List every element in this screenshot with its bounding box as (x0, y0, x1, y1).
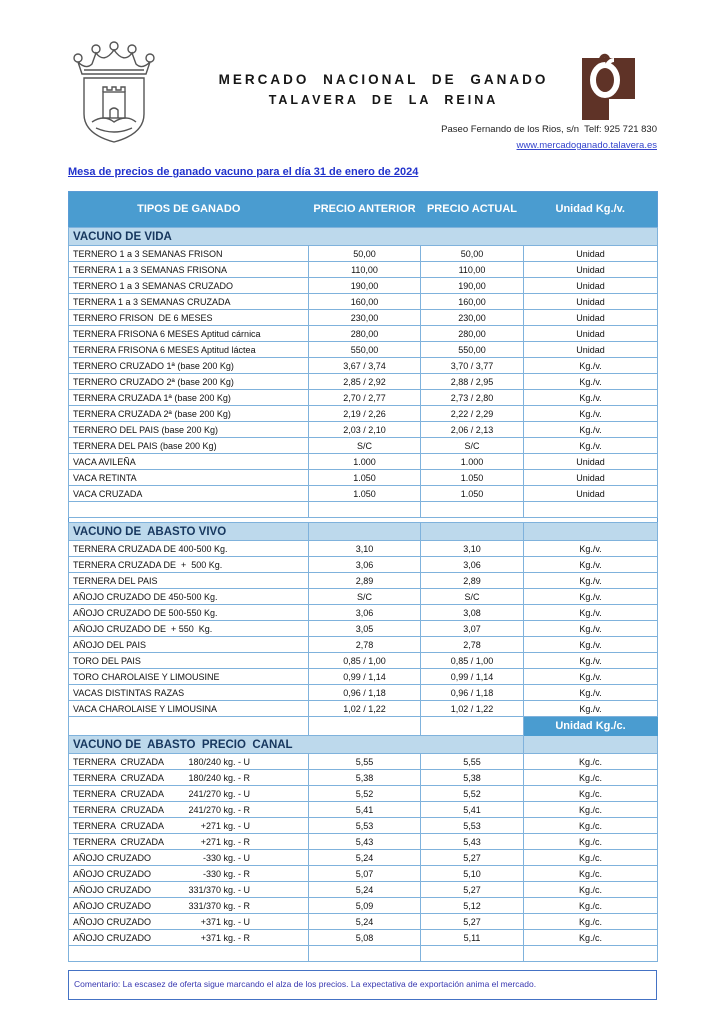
comment-box (68, 970, 657, 1000)
section-header-cell (309, 523, 421, 541)
table-row (69, 278, 658, 294)
cell-unidad: Kg./c. (524, 898, 658, 914)
breed-label: AÑOJO CRUZADO (73, 932, 152, 943)
table-row (69, 438, 658, 454)
cell-tipo: VACAS DISTINTAS RAZAS (69, 685, 309, 701)
table-row (69, 541, 658, 557)
cell-precio-actual: 2,78 (421, 637, 524, 653)
cattle-brand-icon (573, 52, 635, 120)
cell-unidad: Kg./c. (524, 850, 658, 866)
org-title: MERCADO NACIONAL DE GANADO (218, 72, 549, 87)
cell-precio-anterior: 3,06 (309, 605, 421, 621)
cell-precio-anterior: 5,24 (309, 914, 421, 930)
weight-class-label: 241/270 kg. - U (188, 788, 250, 799)
cell-tipo: TERNERO 1 a 3 SEMANAS FRISON (69, 246, 309, 262)
cell-precio-actual: 5,12 (421, 898, 524, 914)
cell-tipo: TERNERA 1 a 3 SEMANAS CRUZADA (69, 294, 309, 310)
cell-unidad: Kg./c. (524, 818, 658, 834)
cell-unidad: Kg./c. (524, 786, 658, 802)
cell-tipo: TERNERA CRUZADA 2ª (base 200 Kg) (69, 406, 309, 422)
cell-precio-anterior: 190,00 (309, 278, 421, 294)
table-row (69, 621, 658, 637)
table-row (69, 770, 658, 786)
col-header-unidad-kgv: Unidad Kg./v. (524, 192, 658, 228)
cell-tipo: TERNERA FRISONA 6 MESES Aptitud láctea (69, 342, 309, 358)
cell-precio-actual: 190,00 (421, 278, 524, 294)
table-row (69, 406, 658, 422)
table-row (69, 653, 658, 669)
table-row (69, 246, 658, 262)
cell-precio-anterior: 50,00 (309, 246, 421, 262)
weight-class-label: +371 kg. - U (200, 916, 250, 927)
cell-precio-actual: 1.050 (421, 470, 524, 486)
cell-precio-anterior (309, 502, 421, 518)
table-row (69, 294, 658, 310)
weight-class-label: 180/240 kg. - R (188, 772, 250, 783)
cell-precio-anterior: 1,02 / 1,22 (309, 701, 421, 717)
unitrow-row (69, 717, 658, 736)
cell-tipo: VACA CHAROLAISE Y LIMOUSINA (69, 701, 309, 717)
cell-precio-actual: 2,06 / 2,13 (421, 422, 524, 438)
table-row (69, 573, 658, 589)
cell-precio-actual: 5,43 (421, 834, 524, 850)
table-row (69, 557, 658, 573)
cell-precio-actual: 2,88 / 2,95 (421, 374, 524, 390)
cell-tipo (69, 914, 309, 930)
cell-tipo: TERNERA FRISONA 6 MESES Aptitud cárnica (69, 326, 309, 342)
cell-precio-anterior: 160,00 (309, 294, 421, 310)
table-header-row (69, 192, 658, 228)
cell-unidad: Unidad (524, 246, 658, 262)
table-row (69, 326, 658, 342)
section-header: VACUNO DE ABASTO PRECIO CANAL (69, 736, 524, 754)
cell-precio-actual: 5,41 (421, 802, 524, 818)
cell-tipo: TERNERA CRUZADA 1ª (base 200 Kg) (69, 390, 309, 406)
table-row (69, 930, 658, 946)
cell-precio-anterior: 2,85 / 2,92 (309, 374, 421, 390)
cell-precio-anterior: 5,43 (309, 834, 421, 850)
cell-precio-anterior: 110,00 (309, 262, 421, 278)
cell-tipo: TORO CHAROLAISE Y LIMOUSINE (69, 669, 309, 685)
cell-tipo: AÑOJO CRUZADO DE + 550 Kg. (69, 621, 309, 637)
doc-title: Mesa de precios de ganado vacuno para el día 31 de enero de 2024 (68, 166, 419, 178)
weight-class-label: -330 kg. - R (202, 868, 250, 879)
cell-tipo: AÑOJO CRUZADO DE 500-550 Kg. (69, 605, 309, 621)
weight-class-label: 241/270 kg. - R (188, 804, 250, 815)
cell-tipo: TERNERO CRUZADO 1ª (base 200 Kg) (69, 358, 309, 374)
cell-precio-anterior (309, 946, 421, 962)
cell-precio-actual: S/C (421, 589, 524, 605)
cell-unidad: Kg./v. (524, 557, 658, 573)
breed-label: TERNERA CRUZADA (73, 836, 165, 847)
cell-precio-actual: 2,22 / 2,29 (421, 406, 524, 422)
cell-precio-actual: 550,00 (421, 342, 524, 358)
breed-label: AÑOJO CRUZADO (73, 900, 152, 911)
section-row (69, 228, 658, 246)
cell-precio-actual: 280,00 (421, 326, 524, 342)
table-row (69, 637, 658, 653)
cell-precio-actual: 3,10 (421, 541, 524, 557)
cell-precio-anterior: 0,96 / 1,18 (309, 685, 421, 701)
table-row (69, 914, 658, 930)
table-row (69, 754, 658, 770)
cell-precio-actual: 1,02 / 1,22 (421, 701, 524, 717)
cell-precio-anterior: 5,41 (309, 802, 421, 818)
table-row (69, 589, 658, 605)
cell-precio-actual: 110,00 (421, 262, 524, 278)
cell-unidad: Unidad (524, 342, 658, 358)
cell-precio-anterior (309, 717, 421, 736)
breed-label: TERNERA CRUZADA (73, 756, 165, 767)
cell-unidad: Kg./v. (524, 589, 658, 605)
section-header-cell (524, 736, 658, 754)
cell-unidad: Unidad (524, 310, 658, 326)
cell-precio-actual: 1.050 (421, 486, 524, 502)
cell-precio-actual: 0,85 / 1,00 (421, 653, 524, 669)
table-row (69, 669, 658, 685)
cell-precio-actual: 3,08 (421, 605, 524, 621)
section-header-cell (524, 523, 658, 541)
cell-unidad: Kg./v. (524, 406, 658, 422)
table-row (69, 358, 658, 374)
org-subtitle: TALAVERA DE LA REINA (268, 93, 499, 107)
cell-precio-actual (421, 502, 524, 518)
cell-precio-actual: 5,27 (421, 850, 524, 866)
cell-unidad: Kg./v. (524, 621, 658, 637)
cell-unidad: Kg./c. (524, 882, 658, 898)
section-header: VACUNO DE ABASTO VIVO (69, 523, 309, 541)
table-row (69, 486, 658, 502)
cell-tipo: AÑOJO CRUZADO DE 450-500 Kg. (69, 589, 309, 605)
cell-unidad: Kg./v. (524, 669, 658, 685)
cell-precio-actual: 5,55 (421, 754, 524, 770)
cell-precio-anterior: 280,00 (309, 326, 421, 342)
cell-unidad: Kg./c. (524, 914, 658, 930)
breed-label: TERNERA CRUZADA (73, 788, 165, 799)
weight-class-label: 331/370 kg. - U (188, 884, 250, 895)
cell-unidad: Kg./c. (524, 802, 658, 818)
cell-tipo: VACA AVILEÑA (69, 454, 309, 470)
cell-precio-actual: 230,00 (421, 310, 524, 326)
section-row (69, 736, 658, 754)
table-row (69, 374, 658, 390)
cell-unidad: Unidad (524, 278, 658, 294)
cell-precio-anterior: 5,55 (309, 754, 421, 770)
cell-tipo: TERNERO CRUZADO 2ª (base 200 Kg) (69, 374, 309, 390)
cell-tipo: AÑOJO DEL PAIS (69, 637, 309, 653)
section-header: VACUNO DE VIDA (69, 228, 658, 246)
cell-tipo: TERNERA DEL PAIS (69, 573, 309, 589)
table-row (69, 605, 658, 621)
cell-precio-anterior: 2,70 / 2,77 (309, 390, 421, 406)
cell-precio-anterior: 5,38 (309, 770, 421, 786)
cell-unidad: Unidad (524, 294, 658, 310)
address-line: Paseo Fernando de los Rios, s/n Telf: 925 721 830 (441, 124, 657, 135)
cell-unidad: Kg./v. (524, 653, 658, 669)
breed-label: TERNERA CRUZADA (73, 820, 165, 831)
price-table (68, 191, 658, 962)
cell-unidad: Kg./c. (524, 866, 658, 882)
cell-tipo: VACA CRUZADA (69, 486, 309, 502)
cell-unidad: Kg./v. (524, 374, 658, 390)
table-row (69, 834, 658, 850)
cell-precio-anterior: S/C (309, 438, 421, 454)
cell-unidad: Kg./v. (524, 422, 658, 438)
cell-precio-actual (421, 946, 524, 962)
cell-tipo (69, 882, 309, 898)
cell-tipo (69, 866, 309, 882)
cell-precio-anterior: 2,19 / 2,26 (309, 406, 421, 422)
cell-precio-anterior: 2,03 / 2,10 (309, 422, 421, 438)
cell-tipo (69, 930, 309, 946)
cell-precio-anterior: 0,99 / 1,14 (309, 669, 421, 685)
cell-unidad: Kg./v. (524, 573, 658, 589)
cell-precio-actual: 50,00 (421, 246, 524, 262)
cell-tipo (69, 850, 309, 866)
cell-unidad: Unidad (524, 454, 658, 470)
col-header-tipos-de-ganado: TIPOS DE GANADO (69, 192, 309, 228)
cell-precio-actual: 5,53 (421, 818, 524, 834)
cell-tipo (69, 502, 309, 518)
cell-unidad: Kg./v. (524, 685, 658, 701)
cell-precio-anterior: 550,00 (309, 342, 421, 358)
cell-precio-anterior: 0,85 / 1,00 (309, 653, 421, 669)
cell-tipo (69, 834, 309, 850)
cell-unidad (524, 502, 658, 518)
table-row (69, 802, 658, 818)
table-row (69, 898, 658, 914)
cell-unidad: Kg./v. (524, 438, 658, 454)
table-row (69, 422, 658, 438)
cell-precio-actual: 0,96 / 1,18 (421, 685, 524, 701)
city-crest-icon (62, 40, 166, 148)
cell-precio-anterior: 230,00 (309, 310, 421, 326)
cell-precio-anterior: 5,24 (309, 850, 421, 866)
cell-precio-actual: S/C (421, 438, 524, 454)
cell-precio-actual: 5,10 (421, 866, 524, 882)
cell-precio-actual: 5,27 (421, 882, 524, 898)
table-row (69, 786, 658, 802)
cell-tipo (69, 802, 309, 818)
cell-precio-actual: 5,52 (421, 786, 524, 802)
cell-unidad: Unidad (524, 326, 658, 342)
cell-tipo (69, 717, 309, 736)
cell-precio-actual: 3,07 (421, 621, 524, 637)
coat-of-arms-icon (62, 40, 166, 148)
table-row (69, 454, 658, 470)
cell-precio-actual: 160,00 (421, 294, 524, 310)
cell-tipo (69, 818, 309, 834)
breed-label: AÑOJO CRUZADO (73, 884, 152, 895)
cell-precio-anterior: 2,89 (309, 573, 421, 589)
weight-class-label: 331/370 kg. - R (188, 900, 250, 911)
table-row (69, 685, 658, 701)
section-row (69, 523, 658, 541)
cell-precio-actual: 5,38 (421, 770, 524, 786)
cell-precio-actual: 2,89 (421, 573, 524, 589)
cell-precio-anterior: 5,09 (309, 898, 421, 914)
unit-kgc-header: Unidad Kg./c. (524, 717, 658, 736)
cell-precio-anterior: 3,10 (309, 541, 421, 557)
section-header-cell (421, 523, 524, 541)
breed-label: AÑOJO CRUZADO (73, 916, 152, 927)
weight-class-label: 180/240 kg. - U (188, 756, 250, 767)
breed-label: TERNERA CRUZADA (73, 804, 165, 815)
cell-tipo (69, 754, 309, 770)
cell-tipo: TERNERO FRISON DE 6 MESES (69, 310, 309, 326)
cell-precio-anterior: 3,06 (309, 557, 421, 573)
cell-precio-anterior: 1.050 (309, 470, 421, 486)
cell-unidad: Unidad (524, 486, 658, 502)
cell-unidad: Kg./c. (524, 834, 658, 850)
cell-precio-anterior: 3,67 / 3,74 (309, 358, 421, 374)
cell-unidad: Unidad (524, 470, 658, 486)
cell-precio-anterior: S/C (309, 589, 421, 605)
cell-tipo: VACA RETINTA (69, 470, 309, 486)
table-row (69, 310, 658, 326)
empty-row (69, 946, 658, 962)
cell-tipo: TERNERO DEL PAIS (base 200 Kg) (69, 422, 309, 438)
cell-precio-actual: 3,06 (421, 557, 524, 573)
weight-class-label: -330 kg. - U (202, 852, 250, 863)
comment-text: Comentario: La escasez de oferta sigue marcando el alza de los precios. La expectativa de exportación anima el mercado. (74, 979, 537, 989)
cell-tipo: TORO DEL PAIS (69, 653, 309, 669)
cell-tipo: TERNERA CRUZADA DE + 500 Kg. (69, 557, 309, 573)
cell-unidad: Kg./v. (524, 605, 658, 621)
weight-class-label: +271 kg. - U (200, 820, 250, 831)
cell-tipo: TERNERA 1 a 3 SEMANAS FRISONA (69, 262, 309, 278)
table-row (69, 262, 658, 278)
cell-precio-actual: 3,70 / 3,77 (421, 358, 524, 374)
table-row (69, 390, 658, 406)
cell-precio-anterior: 5,24 (309, 882, 421, 898)
cell-tipo (69, 946, 309, 962)
cell-precio-actual: 5,27 (421, 914, 524, 930)
cell-unidad: Unidad (524, 262, 658, 278)
cell-precio-anterior: 5,07 (309, 866, 421, 882)
table-row (69, 866, 658, 882)
cell-tipo (69, 898, 309, 914)
col-header-precio-anterior: PRECIO ANTERIOR (309, 192, 421, 228)
table-row (69, 850, 658, 866)
cell-tipo (69, 770, 309, 786)
cell-unidad: Kg./v. (524, 358, 658, 374)
cell-precio-anterior: 2,78 (309, 637, 421, 653)
cell-precio-anterior: 3,05 (309, 621, 421, 637)
weight-class-label: +371 kg. - R (200, 932, 250, 943)
cell-precio-actual: 5,11 (421, 930, 524, 946)
weight-class-label: +271 kg. - R (200, 836, 250, 847)
table-row (69, 882, 658, 898)
table-row (69, 701, 658, 717)
cell-unidad: Kg./c. (524, 754, 658, 770)
table-row (69, 470, 658, 486)
cell-precio-actual: 1.000 (421, 454, 524, 470)
cell-unidad (524, 946, 658, 962)
cell-precio-actual (421, 717, 524, 736)
cell-tipo: TERNERA DEL PAIS (base 200 Kg) (69, 438, 309, 454)
cell-tipo: TERNERA CRUZADA DE 400-500 Kg. (69, 541, 309, 557)
cell-precio-anterior: 1.000 (309, 454, 421, 470)
cell-unidad: Kg./c. (524, 930, 658, 946)
empty-row (69, 502, 658, 518)
cell-tipo: TERNERO 1 a 3 SEMANAS CRUZADO (69, 278, 309, 294)
breed-label: AÑOJO CRUZADO (73, 868, 152, 879)
table-row (69, 342, 658, 358)
cell-unidad: Kg./v. (524, 637, 658, 653)
cell-precio-actual: 0,99 / 1,14 (421, 669, 524, 685)
table-row (69, 818, 658, 834)
cell-precio-anterior: 5,53 (309, 818, 421, 834)
breed-label: TERNERA CRUZADA (73, 772, 165, 783)
col-header-precio-actual: PRECIO ACTUAL (421, 192, 524, 228)
cell-precio-anterior: 5,52 (309, 786, 421, 802)
brand-mark-icon (573, 52, 635, 120)
cell-precio-actual: 2,73 / 2,80 (421, 390, 524, 406)
cell-unidad: Kg./v. (524, 701, 658, 717)
cell-tipo (69, 786, 309, 802)
website-link[interactable]: www.mercadoganado.talavera.es (516, 140, 657, 151)
cell-unidad: Kg./v. (524, 390, 658, 406)
cell-precio-anterior: 1.050 (309, 486, 421, 502)
cell-unidad: Kg./v. (524, 541, 658, 557)
cell-precio-anterior: 5,08 (309, 930, 421, 946)
breed-label: AÑOJO CRUZADO (73, 852, 152, 863)
cell-unidad: Kg./c. (524, 770, 658, 786)
price-table-body (69, 228, 658, 962)
